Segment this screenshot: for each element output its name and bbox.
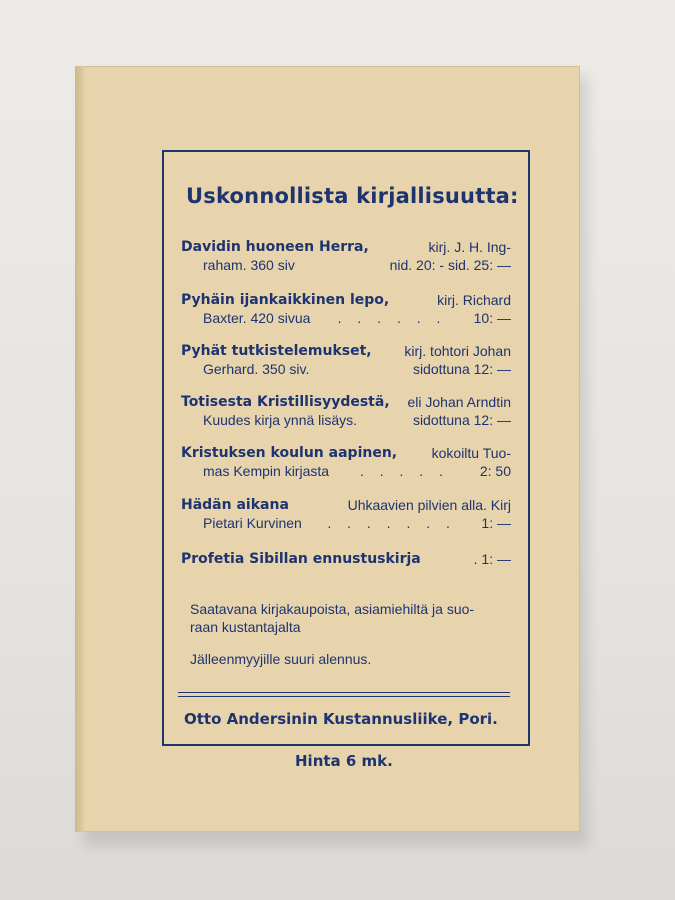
book-entry <box>181 342 511 378</box>
publisher-name: Otto Andersinin Kustannusliike, Pori. <box>184 710 498 728</box>
availability-line-2: raan kustantajalta <box>190 619 301 635</box>
cover-heading: Uskonnollista kirjallisuutta: <box>186 184 519 208</box>
entry-title: Profetia Sibillan ennustuskirja <box>181 551 421 567</box>
book-entry: Kristuksen koulun aapinen, kokoiltu Tuo- mas Kempin kirjasta . . . . . 2: 50 <box>181 445 511 479</box>
entry-title: Hädän aikana <box>181 497 289 513</box>
divider-line <box>178 692 510 693</box>
book-entry <box>181 393 511 429</box>
entry-title: Kristuksen koulun aapinen, <box>181 445 398 461</box>
book-spine-edge <box>75 66 84 832</box>
entry-price: 1: — <box>481 515 511 531</box>
entry-details: mas Kempin kirjasta <box>203 463 330 479</box>
entry-author: Uhkaavien pilvien alla. Kirj <box>347 497 511 513</box>
entry-author: kirj. Richard <box>437 292 511 308</box>
entry-price: sidottuna 12: — <box>412 361 511 377</box>
entry-title: Pyhät tutkistelemukset, <box>181 343 372 359</box>
entry-details: Baxter. 420 sivua <box>203 310 311 326</box>
book-entry: Hädän aikana Uhkaavien pilvien alla. Kirj Pietari Kurvinen . . . . . . . 1: — <box>181 497 511 531</box>
availability-line-1: Saatavana kirjakaupoista, asiamiehiltä ja suo- <box>190 601 475 617</box>
entry-author: kokoiltu Tuo- <box>431 445 511 461</box>
entry-price: 2: 50 <box>479 463 511 479</box>
entry-title: Pyhäin ijankaikkinen lepo, <box>181 292 390 308</box>
entry-author: kirj. J. H. Ing- <box>428 239 511 255</box>
entry-author: kirj. tohtori Johan <box>404 343 511 359</box>
book-entry <box>181 238 511 274</box>
entry-author: eli Johan Arndtin <box>407 394 511 410</box>
entry-price: . 1: — <box>473 551 511 567</box>
divider-line <box>178 696 510 697</box>
entry-title: Totisesta Kristillisyydestä, <box>181 394 390 410</box>
price-label: Hinta 6 mk. <box>295 752 393 770</box>
book-entry <box>181 550 511 568</box>
availability-note <box>190 600 474 636</box>
entry-price: 10: — <box>473 310 511 326</box>
entry-title: Davidin huoneen Herra, <box>181 239 369 255</box>
book-entry: Pyhäin ijankaikkinen lepo, kirj. Richard Baxter. 420 sivua . . . . . . 10: — <box>181 292 511 326</box>
entry-details: Kuudes kirja ynnä lisäys. <box>203 412 358 428</box>
entry-price: sidottuna 12: — <box>412 412 511 428</box>
entry-details: Gerhard. 350 siv. <box>203 361 310 377</box>
entry-price: nid. 20: - sid. 25: — <box>389 257 511 273</box>
entry-details: raham. 360 siv <box>203 257 295 273</box>
reseller-note: Jälleenmyyjille suuri alennus. <box>190 651 372 667</box>
entry-details: Pietari Kurvinen <box>203 515 302 531</box>
